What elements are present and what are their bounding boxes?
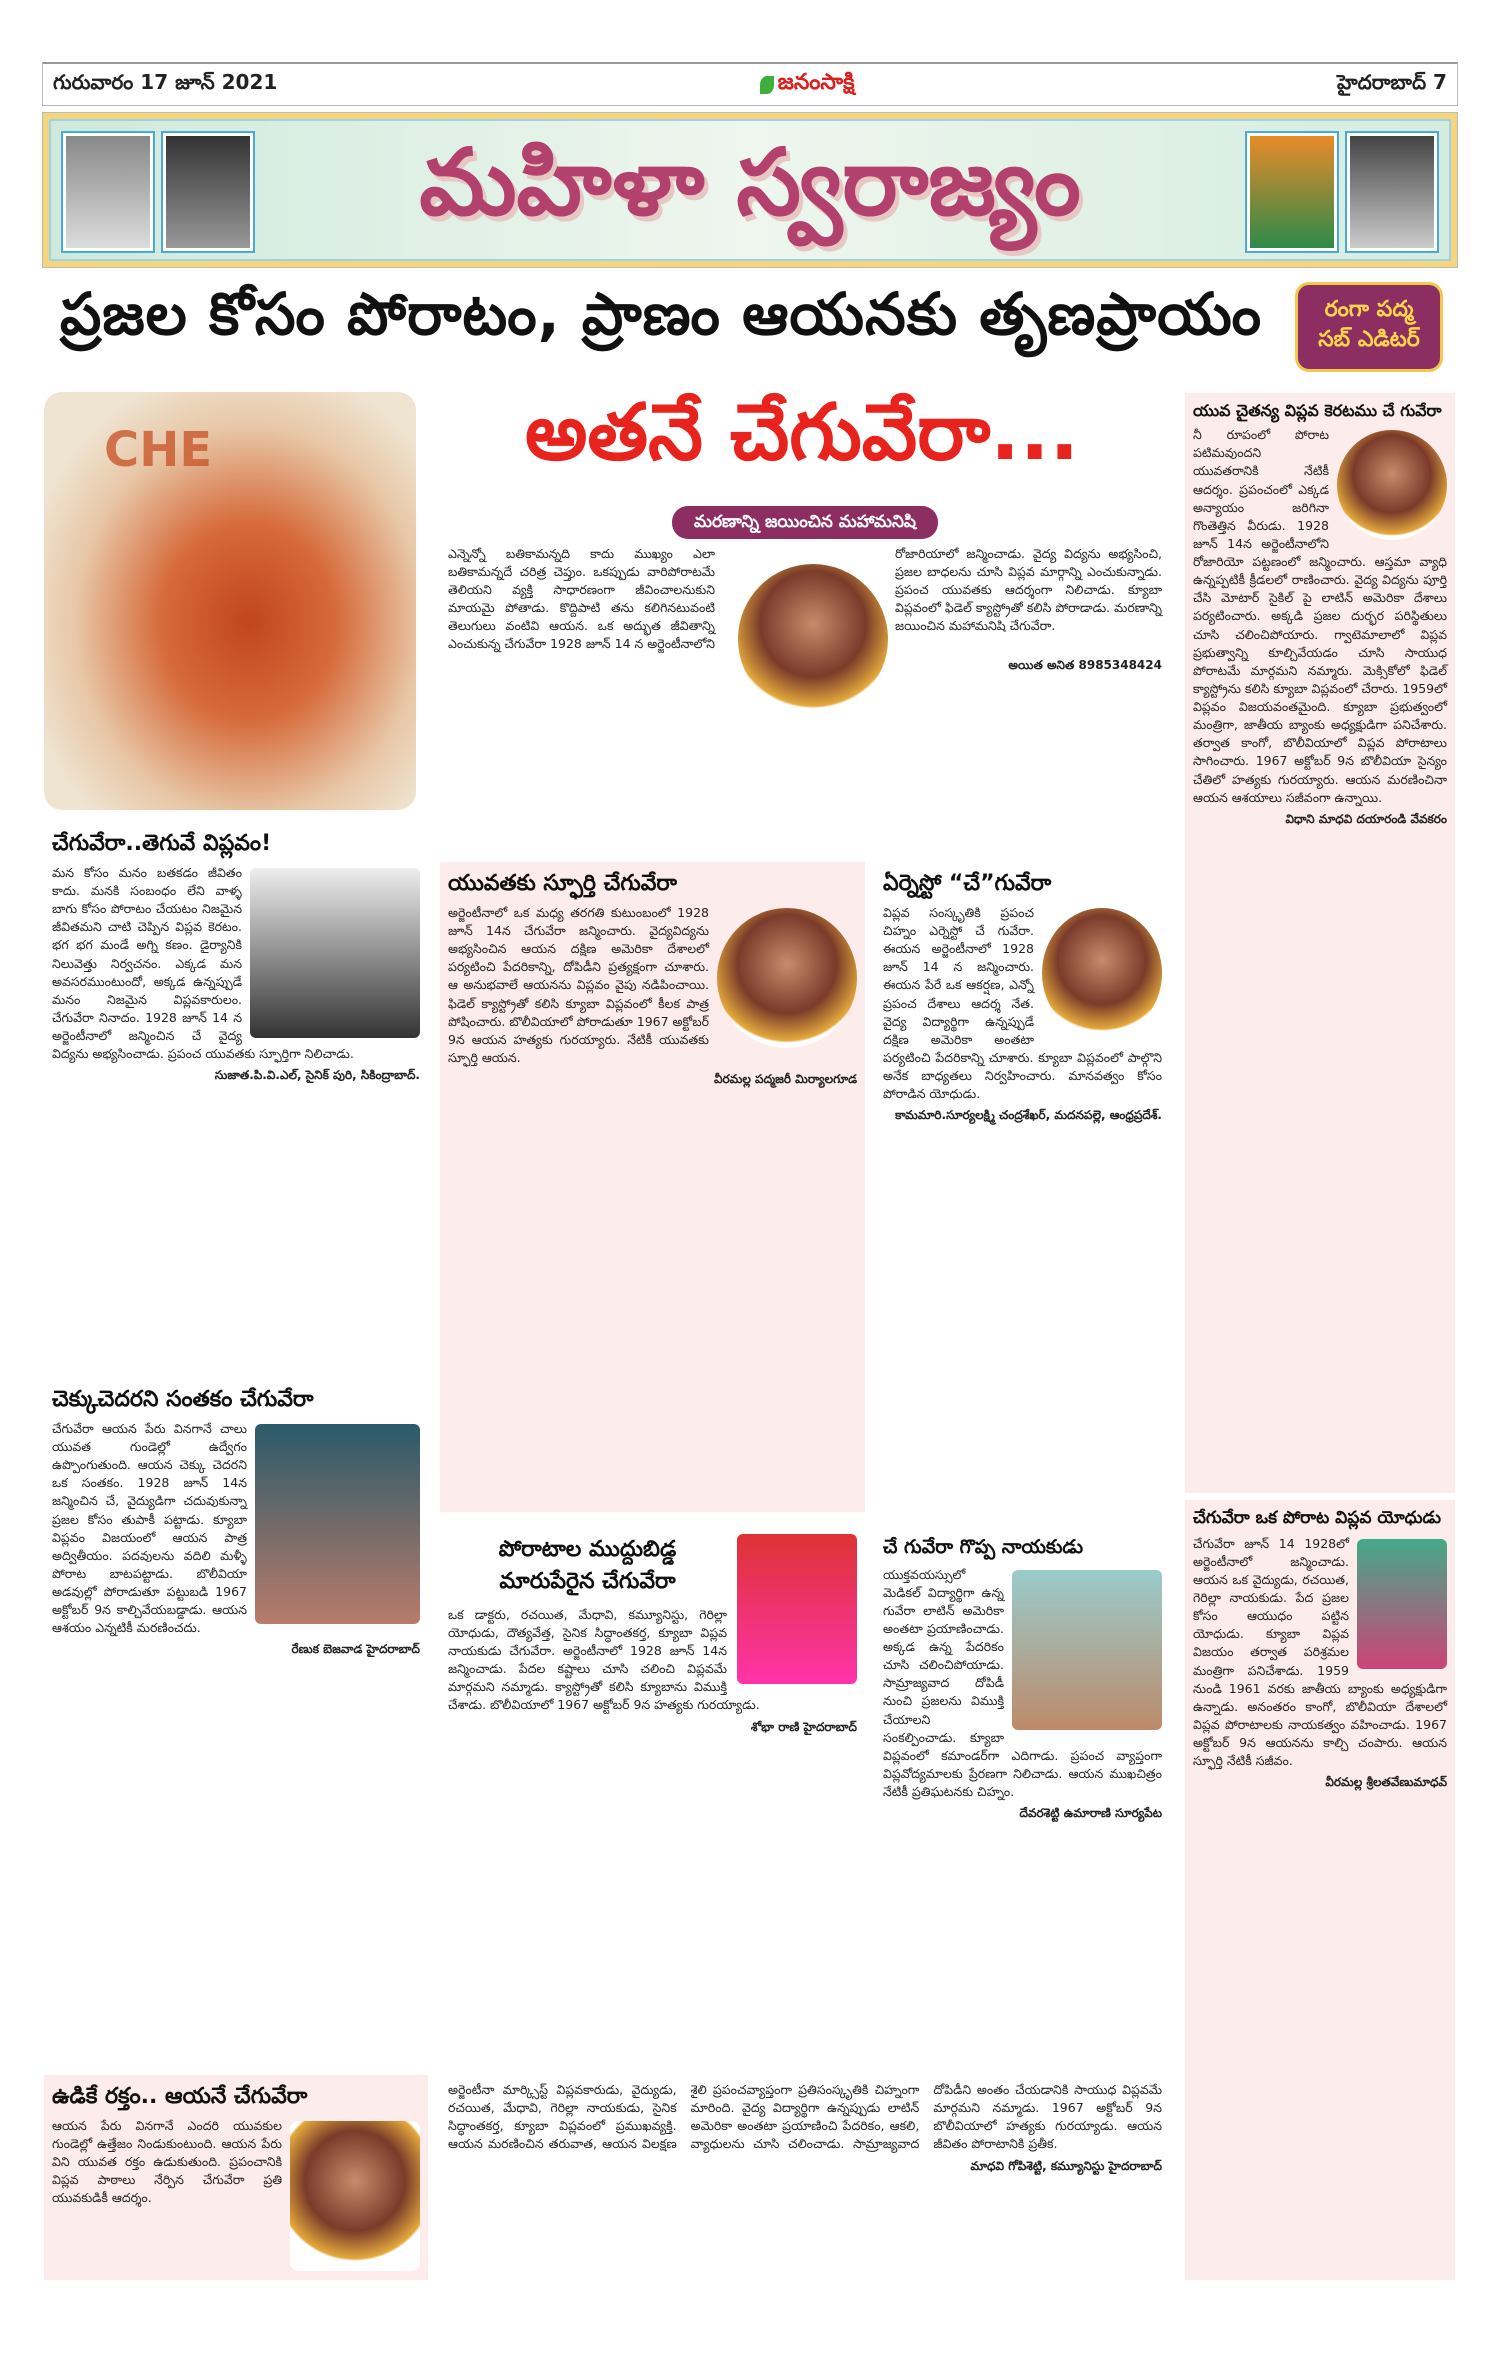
leaf-icon — [760, 76, 774, 94]
author-photo — [738, 564, 888, 714]
newspaper-logo — [760, 70, 855, 100]
article-youth-wave — [1185, 393, 1455, 1493]
article-body: అర్జెంటీనా మార్క్సిస్ట్ విప్లవకారుడు, వైద్యుడు, రచయిత, మేధావి, గెరిల్లా నాయకుడు, సైనిక సిద్ధాంతకర్త, క్యూబా విప్లవంలో ప్రముఖవ్యక్తి. ఆయన మరణించిన తరువాత, ఆయన విలక్షణ శైలి ప్రపంచవ్యాప్తంగా ప్రతిసంస్కృతికి చిహ్నంగా మారింది. వైద్య విద్యార్థిగా ఉన్నప్పుడు లాటిన్ అమెరికా అంతటా ప్రయాణించి పేదరికం, ఆకలి, వ్యాధులను చూసి చలించాడు. సామ్రాజ్యవాద దోపిడీని అంతం చేయడానికి సాయుధ విప్లవమే మార్గమని నమ్మాడు. 1967 అక్టోబర్ 9న బొలీవియాలో హత్యకు గురయ్యాడు. ఆయన జీవితం పోరాటానికి ప్రతీక. — [448, 2082, 1162, 2152]
article-body: ఆయన పేరు వినగానే ఎందరి యువకుల గుండెల్లో ఉత్తేజం నిండుకుంటుంది. ఆయన పేరు విని యువత రక్తం ఉడుకుతుంది. ప్రపంచానికి విప్లవ పాఠాలు నేర్పిన చేగువేరా ప్రతి యువకుడికీ ఆదర్శం. — [52, 2117, 282, 2206]
article-unbroken-signature — [44, 1378, 428, 2058]
author-name: రంగా పద్మ — [1324, 297, 1414, 322]
author-photo — [1337, 430, 1447, 540]
article-byline: అయిత అనిత 8985348424 — [1008, 658, 1162, 673]
article-title: యువతకు స్ఫూర్తి చేగువేరా — [448, 871, 678, 896]
article-title: ఏర్నెస్టో “చే”గువేరా — [883, 871, 1052, 896]
article-photo — [250, 868, 420, 1038]
article-body: అర్జెంటీనాలో ఒక మధ్య తరగతి కుటుంబంలో 1928 జూన్ 14న చేగువేరా జన్మించారు. వైద్యవిద్యను అభ్యసించిన ఆయన దక్షిణ అమెరికా దేశాలలో పర్యటించి పేదరికాన్ని, దోపిడీని ప్రత్యక్షంగా చూశారు. ఆ అనుభవాలే ఆయనను విప్లవం వైపు నడిపించాయి. ఫిడెల్ క్యాస్ట్రోతో కలిసి క్యూబా విప్లవంలో కీలక పాత్ర పోషించారు. బొలీవియాలో పోరాడుతూ 1967 అక్టోబర్ 9న ఆయన హత్యకు గురయ్యారు. నేటికీ యువతకు స్ఫూర్తి ఆయన. — [448, 904, 709, 1065]
article-byline: విధాని మాధవి దయారండి వేవకరం — [1285, 811, 1447, 826]
section-title: మహిళా స్వరాజ్యం — [419, 129, 1081, 236]
article-bottom-continued — [440, 2075, 1170, 2280]
main-title: అతనే చేగువేరా... — [525, 388, 1080, 478]
article-body: ఒక డాక్టరు, రచయిత, మేధావి, కమ్యూనిస్టు, గెరిల్లా యోధుడు, దౌత్యవేత్త, సైనిక సిద్ధాంతకర్త, క్యూబా విప్లవ నాయకుడు చేగువేరా. అర్జెంటీనాలో 1928 జూన్ 14న జన్మించాడు. పేదల కష్టాలు చూసి చలించి విప్లవమే మార్గమని నమ్మాడు. క్యాస్ట్రోతో కలిసి క్యూబాను విముక్తి చేశాడు. బొలీవియాలో 1967 అక్టోబర్ 9న హత్యకు గురయ్యాడు. — [448, 1606, 760, 1713]
article-great-leader — [875, 1528, 1170, 2063]
article-byline: మాధవి గోపిశెట్టి, కమ్యూనిస్టు హైదరాబాద్ — [970, 2158, 1162, 2173]
article-title: చేగువేరా..తెగువే విప్లవం! — [52, 831, 272, 856]
article-body: చేగువేరా ఆయన పేరు వినగానే చాలు యువత గుండెల్లో ఉద్వేగం ఉప్పొంగుతుంది. ఆయన చెక్కు చెదరని ఒక సంతకం. 1928 జూన్ 14న జన్మించిన చే, వైద్యుడిగా చదువుకున్నా ప్రజల కోసం తుపాకీ పట్టాడు. క్యూబా విప్లవం విజయంలో ఆయన పాత్ర అద్వితీయం. పదవులను వదిలి మళ్ళీ పోరాట బాటపట్టాడు. బొలీవియా అడవుల్లో పోరాడుతూ పట్టుబడి 1967 అక్టోబర్ 9న కాల్చివేయబడ్డాడు. ఆయన ఆశయం ఎన్నటికీ మరణించదు. — [52, 1420, 247, 1636]
author-photo — [1012, 1570, 1162, 1730]
article-struggle-child — [440, 1528, 865, 2063]
article-boiling-blood — [44, 2075, 428, 2280]
logo-text: జనంసాక్షి — [777, 69, 855, 95]
article-body: ఎన్నెన్నో బతికామన్నది కాదు ముఖ్యం ఎలా బతికామన్నదే చరిత్ర చెప్తుం. ఒకప్పుడు వారిపోరాటమే తెలియని వ్యక్తి సాధారణంగా జీవించాలనుకుని మాయమై పోతాడు. కొద్దిపాటి తను కలిగినటువంటి తెలుగులు వంటివి ఆయన. ఒక అద్భుత జీవితాన్ని ఎంచుకున్న చేగువేరా 1928 జూన్ 14 న అర్జెంటీనాలోని రోజారియాలో జన్మించాడు. వైద్య విద్యను అభ్యసించి, ప్రజల బాధలను చూసి విప్లవ మార్గాన్ని ఎంచుకున్నాడు. ప్రపంచ యువతకు ఆదర్శంగా నిలిచాడు. క్యూబా విప్లవంలో ఫిడెల్ క్యాస్ట్రోతో కలిసి పోరాడాడు. మరణాన్ని జయించిన మహామనిషి చేగువేరా. — [448, 545, 1162, 652]
article-revolutionary-warrior — [1185, 1500, 1455, 2280]
article-title: చెక్కుచెదరని సంతకం చేగువేరా — [52, 1387, 314, 1412]
article-body: విప్లవ సంస్కృతికి ప్రపంచ చిహ్నం ఎర్నెస్టో చే గువేరా. ఈయన అర్జెంటీనాలో 1928 జూన్ 14 న జన్మించారు. ఈయన పేరే ఒక ఆకర్షణ, ఎన్నో ప్రపంచ దేశాలు ఆదర్శ నేత. వైద్య విద్యార్థిగా ఉన్నప్పుడే దక్షిణ అమెరికా అంతటా పర్యటించి పేదరికాన్ని చూశారు. క్యూబా విప్లవంలో పాల్గొని అనేక బాధ్యతలు నిర్వహించారు. మానవత్వం కోసం పోరాడిన యోధుడు. — [883, 904, 1162, 1102]
article-kicker: మరణాన్ని జయించిన మహామనిషి — [672, 506, 938, 539]
author-role: సబ్ ఎడిటర్ — [1318, 327, 1420, 352]
article-title: యువ చైతన్య విప్లవ కెరటము చే గువేరా — [1193, 401, 1442, 420]
author-photo — [1357, 1539, 1447, 1669]
author-photo — [255, 1424, 420, 1624]
article-courage-revolution — [44, 822, 428, 1342]
article-death-conqueror — [440, 500, 1170, 860]
che-guevara-artwork — [44, 392, 416, 810]
article-title: చేగువేరా ఒక పోరాట విప్లవ యోధుడు — [1193, 1508, 1441, 1528]
page-number: హైదరాబాద్ 7 — [1337, 70, 1447, 94]
portrait-image — [1247, 133, 1337, 251]
article-byline: వీరమల్ల పద్మజరీ మిర్యాలగూడ — [714, 1072, 857, 1087]
article-byline: శోభా రాణి హైదరాబాద్ — [750, 1719, 857, 1734]
article-byline: దేవరశెట్టి ఉమారాణి సూర్యపేట — [1019, 1806, 1162, 1821]
portrait-image — [1347, 133, 1437, 251]
author-badge — [1295, 282, 1443, 372]
article-byline: కామమారి.సూర్యలక్ష్మి చంద్రశేఖర్, మదనపల్లె, ఆంధ్రప్రదేశ్. — [895, 1108, 1162, 1123]
article-byline: రేణుక బెజవాడ హైదరాబాద్ — [291, 1642, 420, 1657]
author-photo — [290, 2121, 420, 2271]
page-headline: ప్రజల కోసం పోరాటం, ప్రాణం ఆయనకు తృణప్రాయం — [60, 280, 1263, 348]
page-header — [42, 62, 1458, 106]
author-photo — [1042, 908, 1162, 1038]
section-banner — [42, 112, 1458, 268]
article-title: చే గువేరా గొప్ప నాయకుడు — [883, 1536, 1084, 1558]
article-body: మన కోసం మనం బతకడం జీవితం కాదు. మనకి సంబంధం లేని వాళ్ళ బాగు కోసం పోరాటం చేయటం నిజమైన జీవితమని చాటి చెప్పిన విప్లవ కెరటం. భగ భగ మండే అగ్ని కణం. డైర్యానికి నిలువెత్తు నిర్వచనం. ఎక్కడ మన అవసరముంటుందో, అక్కడ ఉన్నప్పుడే మనం నిజమైన విప్లవకారులం. చేగువేరా నినాదం. 1928 జూన్ 14 న అర్జెంటీనాలో జన్మించిన చే వైద్య విద్యను అభ్యసించాడు. ప్రపంచ యువతకు స్ఫూర్తిగా నిలిచాడు. — [52, 864, 354, 1062]
article-ernesto-che — [875, 862, 1170, 1512]
article-byline: వీరమల్ల శ్రీలతవేణుమాధవ్ — [1325, 1775, 1447, 1790]
issue-date: గురువారం 17 జూన్ 2021 — [53, 70, 278, 94]
article-title: పోరాటాల ముద్దుబిడ్డ మారుపేరైన చేగువేరా — [498, 1537, 677, 1594]
article-body: నీ రూపంలో పోరాట పటిమవుందని యువతరానికి నేటికీ ఆదర్శం. ప్రపంచంలో ఎక్కడ అన్యాయం జరిగినా గొంతెత్తిన వీరుడు. 1928 జూన్ 14న అర్జెంటీనాలోని రోజారియో పట్టణంలో జన్మించారు. ఆస్తమా వ్యాధి ఉన్నప్పటికీ క్రీడలలో రాణించారు. వైద్య విద్యను పూర్తి చేసి మోటార్ సైకిల్ పై లాటిన్ అమెరికా దేశాలు పర్యటించారు. అక్కడి ప్రజల దుర్భర పరిస్థితులు చూసి చలించిపోయారు. గ్వాటెమాలాలో విప్లవ ప్రభుత్వాన్ని కూల్చివేయడం చూసి సాయుధ పోరాటమే మార్గమని నమ్మారు. మెక్సికోలో ఫిడెల్ క్యాస్ట్రోను కలిసి క్యూబా విప్లవంలో చేరారు. 1959లో విప్లవం విజయవంతమైంది. క్యూబా ప్రభుత్వంలో మంత్రిగా, జాతీయ బ్యాంకు అధ్యక్షుడిగా పనిచేశారు. తర్వాత కాంగో, బొలీవియాలో విప్లవ పోరాటాలు సాగించారు. 1967 అక్టోబర్ 9న బొలీవియా సైన్యం చేతిలో హత్యకు గురయ్యారు. ఆయన మరణించినా ఆయన ఆశయాలు సజీవంగా ఉన్నాయి. — [1193, 427, 1447, 805]
author-photo — [737, 1534, 857, 1684]
article-title: ఉడికే రక్తం.. ఆయనే చేగువేరా — [52, 2084, 308, 2109]
article-youth-inspiration — [440, 862, 865, 1512]
author-photo — [717, 908, 857, 1048]
che-artwork-text: CHE — [104, 422, 213, 478]
article-body: చేగువేరా జూన్ 14 1928లో అర్జెంటీనాలో జన్మించాడు. ఆయన ఒక వైద్యుడు, రచయిత, గెరిల్లా నాయకుడు. పేద ప్రజల కోసం ఆయుధం పట్టిన యోధుడు. క్యూబా విప్లవ విజయం తర్వాత పరిశ్రమల మంత్రిగా పనిచేశాడు. 1959 నుండి 1961 వరకు జాతీయ బ్యాంకు అధ్యక్షుడిగా ఉన్నాడు. అనంతరం కాంగో, బొలీవియా దేశాలలో విప్లవ పోరాటాలకు నాయకత్వం వహించాడు. 1967 అక్టోబర్ 9న ఆయనను కాల్చి చంపారు. ఆయన స్ఫూర్తి నేటికీ సజీవం. — [1193, 1535, 1447, 1769]
article-byline: సుజాత.పి.వి.ఎల్, సైనిక్ పురి, సికింద్రాబాద్. — [214, 1068, 420, 1083]
article-body: యుక్తవయస్సులో మెడికల్ విద్యార్థిగా ఉన్న గువేరా లాటిన్ అమెరికా అంతటా ప్రయాణించాడు. అక్కడ ఉన్న పేదరికం చూసి చలించిపోయాడు. సామ్రాజ్యవాద దోపిడీ నుంచి ప్రజలను విముక్తి చేయాలని సంకల్పించాడు. క్యూబా విప్లవంలో కమాండర్‌గా ఎదిగాడు. ప్రపంచ వ్యాప్తంగా విప్లవోద్యమాలకు ప్రేరణగా నిలిచాడు. ఆయన ముఖచిత్రం నేటికీ ప్రతిఘటనకు చిహ్నం. — [883, 1566, 1162, 1800]
